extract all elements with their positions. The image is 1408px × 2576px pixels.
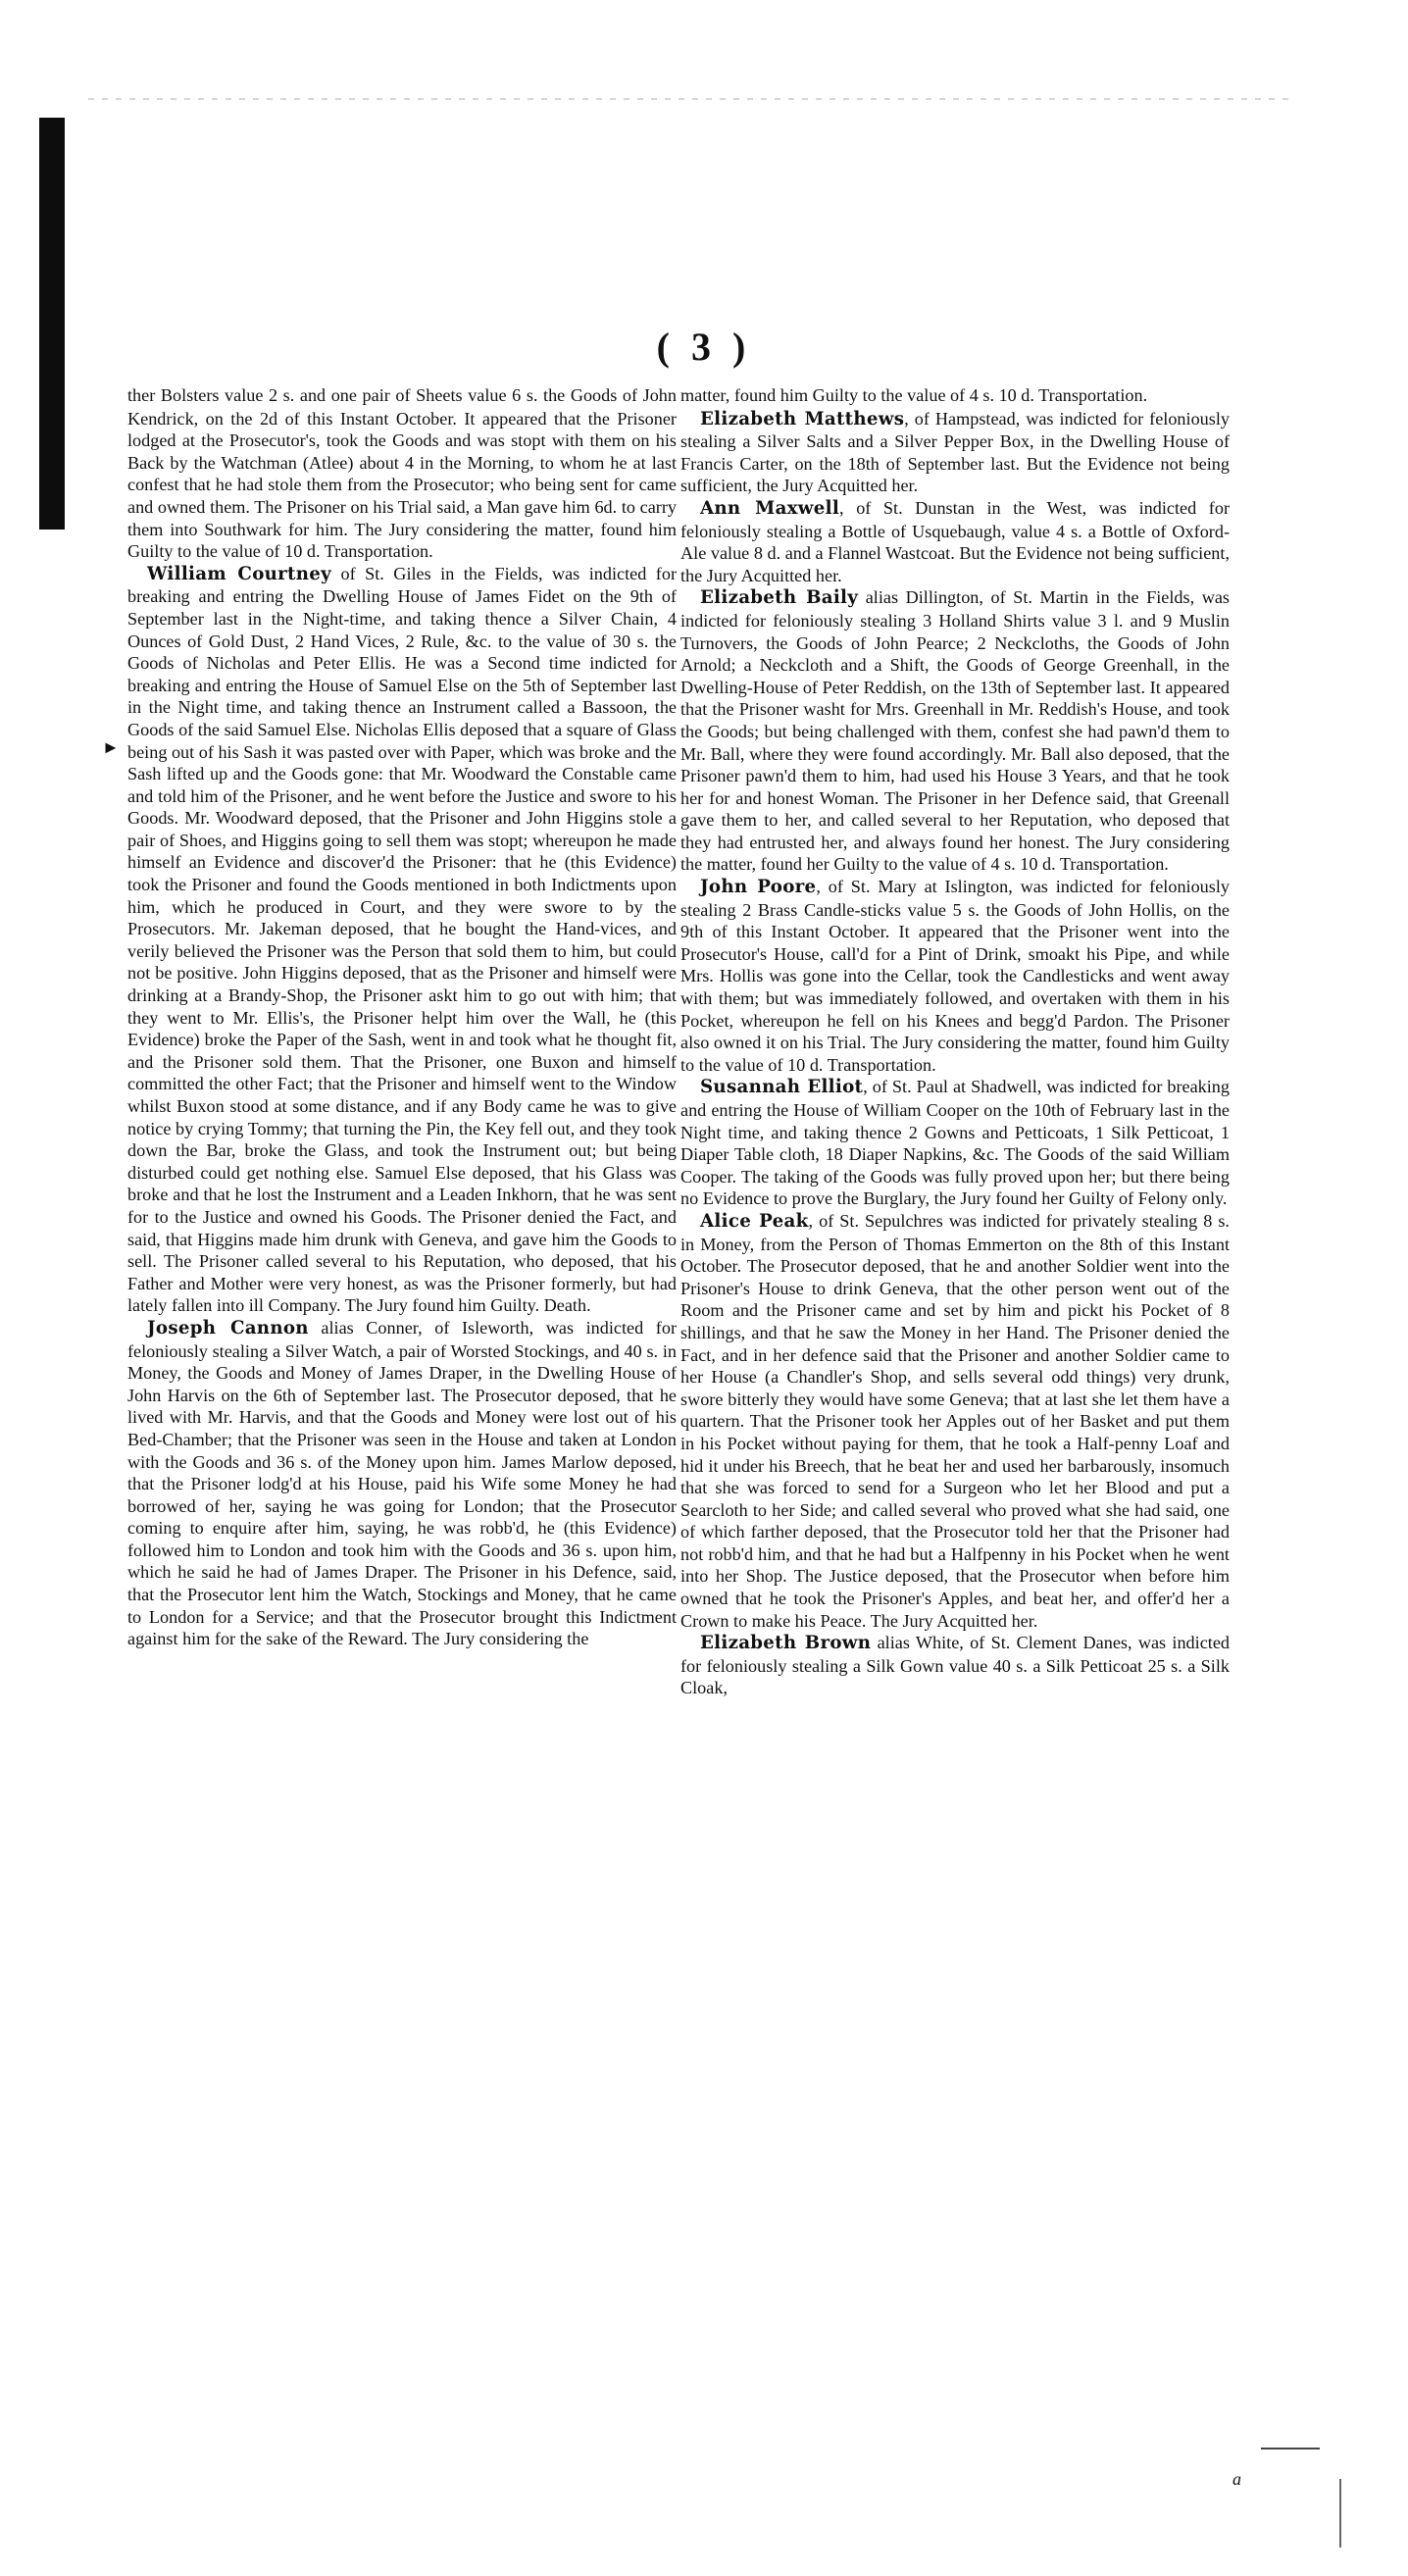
entry-text: ther Bolsters value 2 s. and one pair of Sheets value 6 s. the Goods of John Kendrick, on the 2d of this Instant October. It appeared that the Prisoner lodged at the Prosecutor's, took the Goods and was stopt with them on his Back by the Watchman (Atlee) about 4 in the Morning, to whom he at last confest that he had stole them from the Prosecutor; who being sent for came and owned them. The Prisoner on his Trial said, a Man gave him 6d. to carry them into Southwark for him. The Jury considering the matter, found him Guilty to the value of 10 d. Transportation. xyxy=(127,385,677,562)
entry-heading: Alice Peak xyxy=(700,1210,809,1232)
entry-paragraph xyxy=(680,1210,1230,1632)
entry-text: alias Dillington, of St. Martin in the Fields, was indicted for feloniously stealing 3 Holland Shirts value 3 l. and 9 Muslin Turnovers, the Goods of John Pearce; 2 Neckcloths, the Goods of John Arnold; a Neckcloth and a Shift, the Goods of George Greenhall, in the Dwelling-House of Peter Reddish, on the 13th of September last. It appeared that the Prisoner washt for Mrs. Greenhall in Mr. Reddish's House, and took the Goods; but being challenged with them, confest she had pawn'd them to Mr. Ball, where they were found accordingly. Mr. Ball also deposed, that the Prisoner pawn'd them to him, had used his House 3 Years, and that he took her for and honest Woman. The Prisoner in her Defence said, that Greenall gave them to her, and called several to her Reputation, who deposed that they had entrusted her, and always found her honest. The Jury considering the matter, found her Guilty to the value of 4 s. 10 d. Transportation. xyxy=(680,587,1230,875)
entry-paragraph xyxy=(680,1632,1230,1699)
scan-noise-line xyxy=(88,98,1294,100)
entry-paragraph xyxy=(680,408,1230,497)
entry-paragraph xyxy=(680,497,1230,586)
entry-heading: Joseph Cannon xyxy=(147,1317,309,1339)
entry-text: of St. Giles in the Fields, was indicted for breaking and entring the Dwelling House of James Fidet on the 9th of September last in the Night-time, and taking thence a Silver Chain, 4 Ounces of Gold Dust, 2 Hand Vices, 2 Rule, &c. to the value of 30 s. the Goods of Nicholas and Peter Ellis. He was a Second time indicted for breaking and entring the House of Samuel Else on the 5th of September last in the Night time, and taking thence an Instrument called a Bassoon, the Goods of the said Samuel Else. Nicholas Ellis deposed that a square of Glass being out of his Sash it was pasted over with Paper, which was broke and the Sash lifted up and the Goods gone: that Mr. Woodward the Constable came and told him of the Prisoner, and he went before the Justice and swore to his Goods. Mr. Woodward deposed, that the Prisoner and John Higgins stole a pair of Shoes, and Higgins going to sell them was stopt; whereupon he made himself an Evidence and discover'd the Prisoner: that he (this Evidence) took the Prisoner and found the Goods mentioned in both Indictments upon him, which he produced in Court, and they were swore to by the Prosecutors. Mr. Jakeman deposed, that he bought the Hand-vices, and verily believed the Prisoner was the Person that sold them to him, but could not be positive. John Higgins deposed, that as the Prisoner and himself were drinking at a Brandy-Shop, the Prisoner askt him to go out with him; that they went to Mr. Ellis's, the Prisoner helpt him over the Wall, he (this Evidence) broke the Paper of the Sash, went in and took what he thought fit, and the Prisoner sold them. That the Prisoner, one Buxon and himself committed the other Fact; that the Prisoner and himself went to the Window whilst Buxon stood at some distance, and if any Body came he was to give notice by crying Tommy; that turning the Pin, the Key fell out, and they took down the Bar, broke the Glass, and took the Instrument out; but being disturbed could get nothing else. Samuel Else deposed, that his Glass was broke and that he lost the Instrument and a Leaden Inkhorn, that he was sent for to the Justice and owned his Goods. The Prisoner denied the Fact, and said, that Higgins made him drunk with Geneva, and gave him the Goods to sell. The Prisoner called several to his Reputation, who deposed, that his Father and Mother were very honest, as was the Prisoner formerly, but had lately fallen into ill Company. The Jury found him Guilty. Death. xyxy=(127,563,678,1316)
entry-paragraph xyxy=(127,563,677,1317)
entry-heading: Elizabeth Matthews xyxy=(700,408,905,429)
left-column xyxy=(127,384,677,1650)
entry-text: , of Hampstead, was indicted for feloniously stealing a Silver Salts and a Silver Pepper Box, in the Dwelling House of Francis Carter, on the 18th of September last. But the Evidence not being sufficient, the Jury Acquitted her. xyxy=(680,408,1230,496)
catchword: a xyxy=(1232,2469,1241,2489)
entry-text: alias Conner, of Isleworth, was indicted for feloniously stealing a Silver Watch, a pair of Worsted Stockings, and 40 s. in Money, the Goods and Money of James Draper, in the Dwelling House of John Harvis on the 6th of September last. The Prosecutor deposed, that he lived with Mr. Harvis, and that the Goods and Money were lost out of his Bed-Chamber; that the Prisoner was seen in the House and taken at London with the Goods and 36 s. of the Money upon him. James Marlow deposed, that the Prisoner lodg'd at his House, paid his Wife some Money he had borrowed of her, saying he was going for London; that the Prosecutor coming to enquire after him, saying, he was robb'd, he (this Evidence) followed him to London and took him with the Goods and 36 s. upon him, which he said he had of James Draper. The Prisoner in his Defence, said, that the Prosecutor lent him the Watch, Stockings and Money, that he came to London for a Service; and that the Prosecutor brought this Indictment against him for the sake of the Reward. The Jury considering the xyxy=(127,1317,677,1649)
entry-paragraph xyxy=(680,876,1230,1076)
entry-text: , of St. Mary at Islington, was indicted for feloniously stealing 2 Brass Candle-sticks value 5 s. the Goods of John Hollis, on the 9th of this Instant October. It appeared that the Prisoner went into the Prosecutor's House, call'd for a Pint of Drink, smoakt his Pipe, and while Mrs. Hollis was gone into the Cellar, took the Candlesticks and went away with them; but was immediately followed, and overtaken with them in his Pocket, whereupon he fell on his Knees and begg'd Pardon. The Prisoner also owned it on his Trial. The Jury considering the matter, found him Guilty to the value of 10 d. Transportation. xyxy=(680,877,1231,1075)
entry-text: matter, found him Guilty to the value of 4 s. 10 d. Transportation. xyxy=(680,385,1148,405)
entry-paragraph xyxy=(127,384,677,563)
scan-noise-tick xyxy=(1339,2479,1341,2548)
page-number: ( 3 ) xyxy=(656,325,752,369)
entry-text: alias White, of St. Clement Danes, was indicted for feloniously stealing a Silk Gown value 40 s. a Silk Petticoat 25 s. a Silk Cloak, xyxy=(680,1633,1230,1698)
entry-paragraph xyxy=(680,384,1230,408)
entry-text: , of St. Sepulchres was indicted for privately stealing 8 s. in Money, from the Person of Thomas Emmerton on the 8th of this Instant October. The Prosecutor deposed, that he and another Soldier went into the Prisoner's House to drink Geneva, that the other person went out of the Room and the Prisoner came and set by him and pickt his Pocket of 8 shillings, and that he saw the Money in her Hand. The Prisoner denied the Fact, and in her defence said that the Prisoner and another Soldier came to her House (a Chandler's Shop, and sells several odd things) very drunk, swore bitterly they would have some Geneva; that at last she let them have a quartern. That the Prisoner took her Apples out of her Basket and put them in his Pocket without paying for them, that he took a Half-penny Loaf and hid it under his Breech, that he beat her and used her barbarously, insomuch that she was forced to send for a Surgeon who let her Blood and put a Searcloth to her Side; and called several who proved what she had said, one of which farther deposed, that the Prosecutor told her that the Prisoner had not robb'd him, and that he had but a Halfpenny in his Pocket when he went into her Shop. The Justice deposed, that the Prosecutor when before him owned that he took the Prisoner's Apples, and beat her, and offer'd her a Crown to make his Peace. The Jury Acquitted her. xyxy=(680,1210,1230,1631)
entry-heading: John Poore xyxy=(700,877,817,898)
entry-paragraph xyxy=(127,1317,677,1650)
entry-heading: Susannah Elliot xyxy=(700,1077,864,1098)
entry-paragraph xyxy=(680,586,1230,876)
entry-paragraph xyxy=(680,1076,1230,1210)
entry-text: , of St. Dunstan in the West, was indicted for feloniously stealing a Bottle of Usquebaugh, value 4 s. a Bottle of Oxford-Ale value 8 d. and a Flannel Wastcoat. But the Evidence not being sufficient, the Jury Acquitted her. xyxy=(680,497,1230,585)
right-column xyxy=(680,384,1230,1699)
margin-pointer-icon: ► xyxy=(102,737,120,757)
entry-heading: William Courtney xyxy=(147,563,332,584)
scan-noise-tick xyxy=(1261,2448,1320,2450)
entry-heading: Elizabeth Brown xyxy=(700,1633,872,1654)
entry-text: , of St. Paul at Shadwell, was indicted for breaking and entring the House of William Cooper on the 10th of February last in the Night time, and taking thence 2 Gowns and Petticoats, 1 Silk Petticoat, 1 Diaper Table cloth, 18 Diaper Napkins, &c. The Goods of the said William Cooper. The taking of the Goods was fully proved upon her; but there being no Evidence to prove the Burglary, the Jury found her Guilty of Felony only. xyxy=(680,1077,1230,1209)
entry-heading: Ann Maxwell xyxy=(700,497,840,519)
entry-heading: Elizabeth Baily xyxy=(700,587,859,609)
